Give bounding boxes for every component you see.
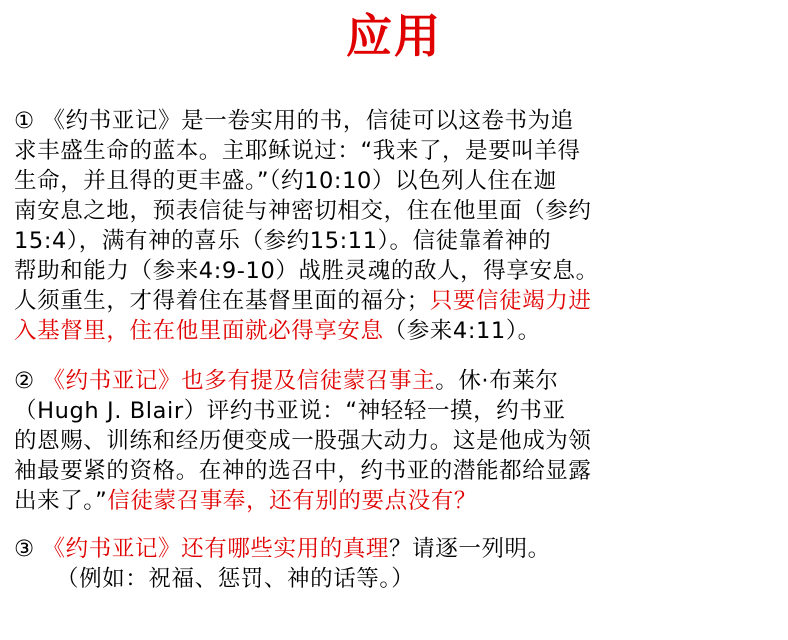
paragraph-2-highlight: 信徒蒙召事奉，还有别的要点没有？ — [107, 488, 478, 514]
paragraph-2-line — [14, 366, 778, 396]
paragraph-3-highlight: 《约书亚记》还有哪些实用的真理 — [42, 536, 390, 562]
paragraph-1-line — [14, 286, 778, 316]
paragraph-1-text: （参来4:11）。 — [383, 318, 541, 344]
page-title: 应用 — [346, 9, 442, 63]
paragraph-3-marker: ③ — [14, 536, 43, 562]
paragraph-2-text: 。休·布莱尔 — [435, 368, 559, 394]
paragraph-3-line — [14, 534, 778, 564]
paragraph-1-text: 人须重生，才得着住在基督里面的福分； — [14, 288, 430, 314]
paragraph-2-line: 的恩赐、训练和经历便变成一股强大动力。这是他成为领 — [14, 428, 592, 454]
paragraph-1-line: 南安息之地，预表信徒与神密切相交，住在他里面（参约 — [14, 198, 592, 224]
paragraph-2-line: 袖最要紧的资格。在神的选召中，约书亚的潜能都给显露 — [14, 458, 592, 484]
paragraph-1 — [14, 106, 778, 346]
paragraph-1-line — [14, 316, 778, 346]
paragraph-2-text: 出来了。” — [14, 488, 108, 514]
paragraph-2-line — [14, 486, 778, 516]
paragraph-2-line: （Hugh J. Blair）评约书亚说：“神轻轻一摸，约书亚 — [14, 398, 566, 424]
paragraph-1-highlight: 入基督里，住在他里面就必得享安息 — [14, 318, 384, 344]
paragraph-2-marker: ② — [14, 368, 43, 394]
paragraph-3-text: ？请逐一列明。 — [389, 536, 551, 562]
paragraph-1-line: 生命，并且得的更丰盛。”（约10:10）以色列人住在迦 — [14, 168, 557, 194]
paragraph-1-highlight: 只要信徒竭力进 — [429, 288, 592, 314]
paragraph-1-line: ① 《约书亚记》是一卷实用的书，信徒可以这卷书为追 — [14, 108, 574, 134]
paragraph-3 — [14, 534, 778, 594]
paragraph-3-line: （例如：祝福、惩罚、神的话等。） — [56, 566, 415, 592]
paragraph-2-highlight: 《约书亚记》也多有提及信徒蒙召事主 — [42, 368, 436, 394]
paragraph-1-line: 求丰盛生命的蓝本。主耶稣说过：“我来了，是要叫羊得 — [14, 138, 581, 164]
paragraph-2 — [14, 366, 778, 516]
paragraph-1-line: 帮助和能力（参来4:9-10）战胜灵魂的敌人，得享安息。 — [14, 258, 599, 284]
paragraph-1-line: 15:4），满有神的喜乐（参约15:11）。信徒靠着神的 — [14, 228, 552, 254]
